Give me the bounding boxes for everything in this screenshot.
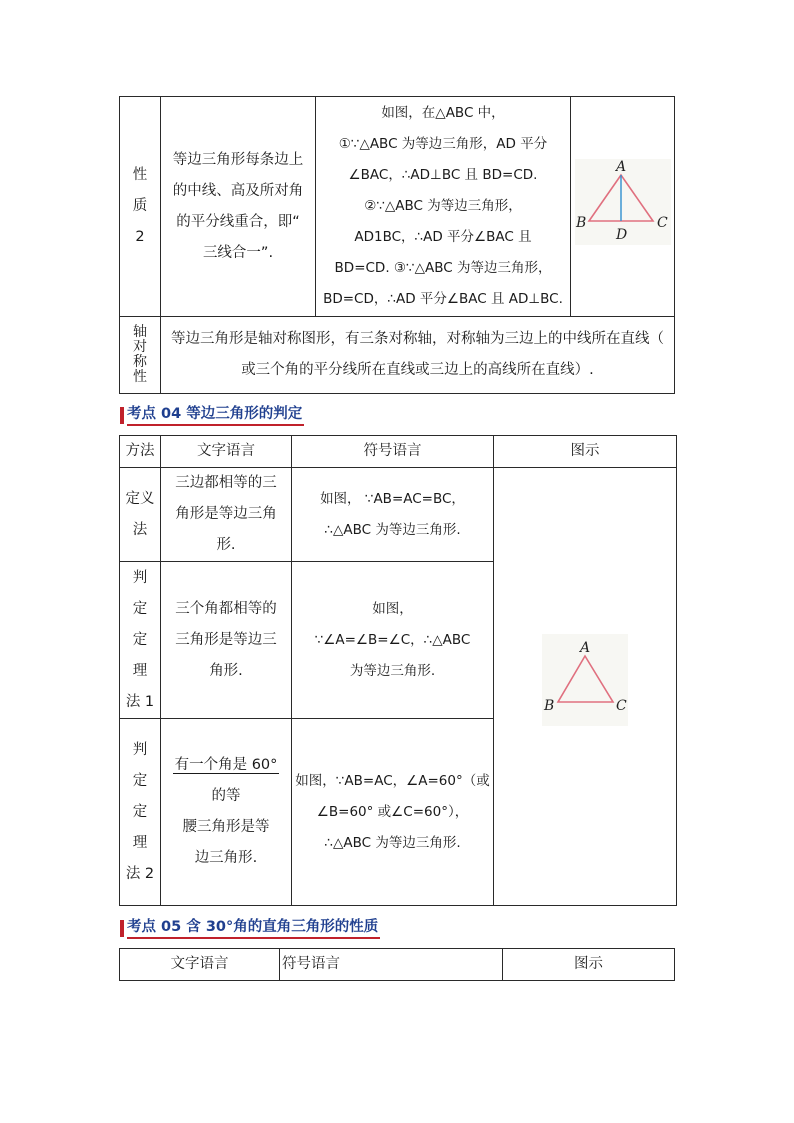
label-d: D [616, 226, 628, 243]
col-header-figure: 图示 [494, 436, 677, 468]
col-header-method: 方法 [120, 436, 161, 468]
section-04-heading [120, 404, 304, 426]
equilateral-triangle-figure [530, 626, 640, 736]
property-2-symbol-cell [316, 97, 571, 317]
property-2-text: 等边三角形每条边上 的中线、高及所对角 的平分线重合，即“ 三线合一”. [172, 151, 304, 261]
heading-accent-bar [120, 920, 124, 937]
heading-accent-bar [120, 407, 124, 424]
axial-symmetry-header [120, 317, 161, 394]
label-c: C [657, 214, 668, 231]
determination-table [119, 435, 677, 906]
section-04-title: 考点 04 等边三角形的判定 [127, 404, 304, 426]
axial-symmetry-text-cell [161, 317, 675, 394]
method-theorem-2-cell [120, 719, 161, 906]
theorem-2-symbol-cell [292, 719, 494, 906]
method-theorem-1-cell [120, 562, 161, 719]
right-triangle-table [119, 948, 675, 981]
theorem-2-text: 的等 腰三角形是等 边三角形. [182, 788, 270, 866]
method-definition: 定义 法 [125, 490, 155, 538]
property-2-header [120, 97, 161, 317]
property-2-header-text: 性 质 2 [132, 167, 148, 245]
theorem-2-text-underlined: 有一个角是 60° [174, 757, 278, 773]
axial-symmetry-text: 等边三角形是轴对称图形，有三条对称轴，对称轴为三边上的中线所在直线（ 或三个角的平分线所在直线或三边上的高线所在直线）. [171, 331, 664, 378]
method-definition-cell [120, 468, 161, 562]
col-header-symbol: 符号语言 [292, 436, 494, 468]
definition-symbol-cell [292, 468, 494, 562]
label-b: B [544, 697, 555, 714]
property-2-text-cell [161, 97, 316, 317]
section-05-title: 考点 05 含 30°角的直角三角形的性质 [127, 917, 380, 939]
col-header-symbol: 符号语言 [280, 949, 503, 981]
theorem-1-text-cell [161, 562, 292, 719]
theorem-1-text: 三个角都相等的 三角形是等边三 角形. [175, 600, 277, 679]
method-theorem-1: 判 定 定 理 法 1 [125, 569, 155, 710]
col-header-text: 文字语言 [120, 949, 280, 981]
property-2-symbol: 如图，在△ABC 中， ①∵△ABC 为等边三角形，AD 平分 ∠BAC，∴AD⊥BC 且 BD=CD. ②∵△ABC 为等边三角形， AD1BC，∴AD 平分∠BAC 且 BD=CD. ③∵△ABC 为等边三角形， BD=CD，∴AD 平分∠BAC 且 AD⊥BC. [323, 105, 563, 307]
col-header-text: 文字语言 [161, 436, 292, 468]
label-a: A [580, 639, 591, 656]
label-c: C [616, 697, 627, 714]
definition-text-cell [161, 468, 292, 562]
definition-symbol: 如图， ∵AB=AC=BC， ∴△ABC 为等边三角形. [320, 490, 465, 538]
determination-figure-cell [494, 468, 677, 906]
col-header-figure: 图示 [503, 949, 675, 981]
triangle-altitude-figure [571, 151, 675, 251]
theorem-2-symbol: 如图，∵AB=AC，∠A=60°（或 ∠B=60° 或∠C=60°）， ∴△ABC 为等边三角形. [295, 772, 490, 851]
properties-table [119, 96, 675, 394]
axial-symmetry-header-text: 轴 对 称 性 [133, 324, 147, 385]
property-2-figure-cell [571, 97, 675, 317]
definition-text: 三边都相等的三 角形是等边三角 形. [175, 475, 277, 553]
section-05-heading [120, 917, 380, 939]
theorem-1-symbol: 如图， ∵∠A=∠B=∠C，∴△ABC 为等边三角形. [314, 600, 471, 679]
label-b: B [576, 214, 587, 231]
theorem-2-text-cell [161, 719, 292, 906]
theorem-1-symbol-cell [292, 562, 494, 719]
label-a: A [616, 158, 627, 175]
method-theorem-2: 判 定 定 理 法 2 [125, 741, 155, 882]
